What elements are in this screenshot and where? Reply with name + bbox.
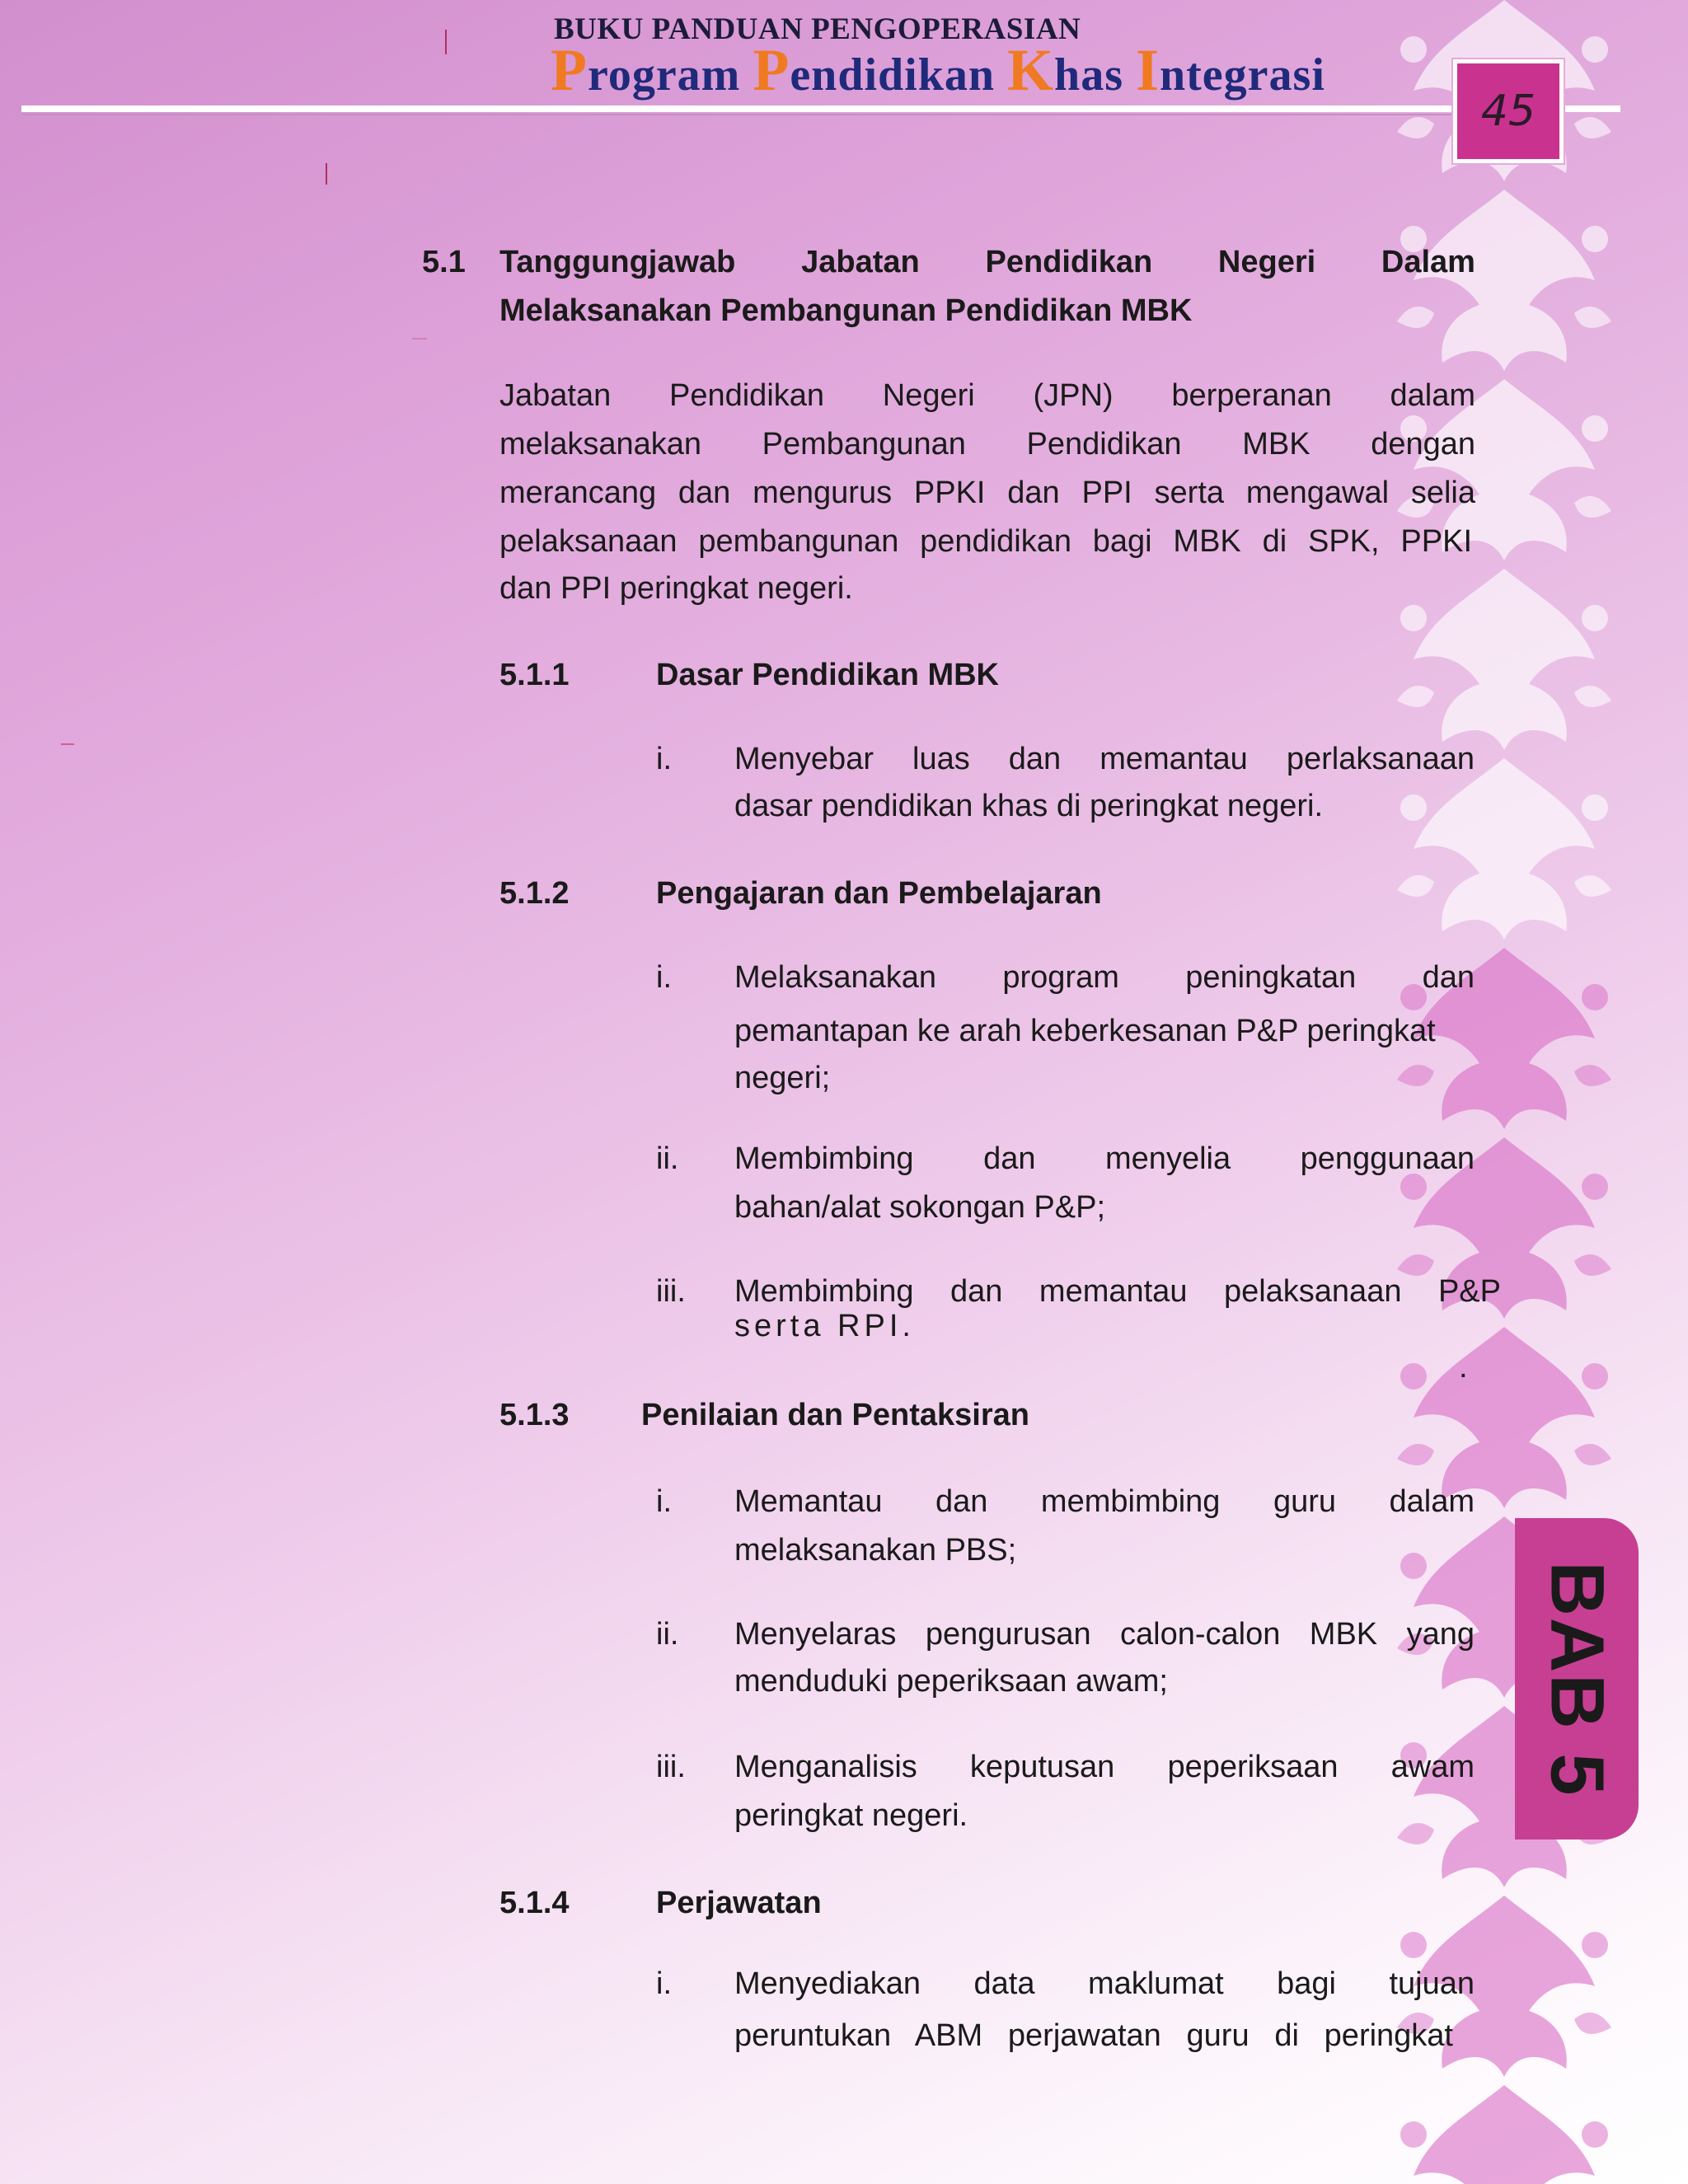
subsection-number: 5.1.3 <box>499 1398 570 1432</box>
list-marker: i. <box>656 1484 672 1519</box>
title-word: Pendidikan <box>753 37 996 103</box>
list-marker: i. <box>656 1966 672 2001</box>
chapter-tab <box>1515 1518 1639 1840</box>
header-rule <box>21 105 1620 112</box>
intro-line: pelaksanaan pembangunan pendidikan bagi MBK di SPK, PPKI <box>499 524 1472 559</box>
title-word: Program <box>551 37 741 103</box>
chapter-tab-label: BAB 5 <box>1535 1560 1620 1797</box>
section-title-line2: Melaksanakan Pembangunan Pendidikan MBK <box>499 293 1193 328</box>
page-number-badge <box>1453 59 1564 163</box>
list-marker: ii. <box>656 1141 679 1176</box>
intro-line: melaksanakan Pembangunan Pendidikan MBK dengan <box>499 427 1475 462</box>
floral-ornament <box>1364 0 1644 2184</box>
list-marker: i. <box>656 960 672 995</box>
subsection-number: 5.1.4 <box>499 1886 570 1920</box>
list-item-line: negeri; <box>734 1061 831 1095</box>
intro-line: dan PPI peringkat negeri. <box>499 571 853 606</box>
header-rule-thin <box>21 114 1505 115</box>
section-title-line1: Tanggungjawab Jabatan Pendidikan Negeri Dalam <box>499 245 1475 279</box>
list-item-line: peringkat negeri. <box>734 1798 968 1833</box>
section-number: 5.1 <box>422 245 466 279</box>
document-title <box>551 36 1325 105</box>
list-marker: iii. <box>656 1274 686 1309</box>
title-word: Integrasi <box>1135 37 1325 103</box>
page-number: 45 <box>1480 87 1536 136</box>
subsection-title: Penilaian dan Pentaksiran <box>641 1398 1029 1432</box>
list-marker: iii. <box>656 1750 686 1784</box>
list-item-line: Memantau dan membimbing guru dalam <box>734 1484 1475 1519</box>
list-item-line: serta RPI. <box>734 1309 915 1343</box>
list-item-line: Menganalisis keputusan peperiksaan awam <box>734 1750 1475 1784</box>
list-item-line: pemantapan ke arah keberkesanan P&P peringkat <box>734 1014 1436 1048</box>
crop-mark <box>61 743 74 745</box>
crop-mark <box>326 163 327 185</box>
list-item-line: melaksanakan PBS; <box>734 1533 1017 1568</box>
list-item-line: Menyebar luas dan memantau perlaksanaan <box>734 742 1475 776</box>
intro-line: merancang dan mengurus PPKI dan PPI serta mengawal selia <box>499 476 1475 510</box>
list-item-line: peruntukan ABM perjawatan guru di peringkat <box>734 2018 1453 2053</box>
list-item-line: Melaksanakan program peningkatan dan <box>734 960 1475 995</box>
crop-mark <box>412 338 427 340</box>
subsection-title: Pengajaran dan Pembelajaran <box>656 876 1102 911</box>
list-item-line: Membimbing dan menyelia penggunaan <box>734 1141 1475 1176</box>
crop-mark <box>445 30 447 54</box>
document-series: BUKU PANDUAN PENGOPERASIAN <box>554 12 1081 46</box>
list-item-line: menduduki peperiksaan awam; <box>734 1664 1168 1699</box>
title-word: Khas <box>1007 37 1123 103</box>
list-marker: i. <box>656 742 672 776</box>
list-item-line: Membimbing dan memantau pelaksanaan P&P <box>734 1274 1501 1309</box>
subsection-number: 5.1.2 <box>499 876 570 911</box>
intro-line: Jabatan Pendidikan Negeri (JPN) berperanan dalam <box>499 378 1475 413</box>
subsection-number: 5.1.1 <box>499 658 570 692</box>
subsection-title: Perjawatan <box>656 1886 822 1920</box>
list-item-line: Menyediakan data maklumat bagi tujuan <box>734 1966 1475 2001</box>
stray-dot: . <box>1459 1350 1468 1385</box>
list-item-line: dasar pendidikan khas di peringkat negeri. <box>734 789 1324 823</box>
list-marker: ii. <box>656 1617 679 1652</box>
list-item-line: bahan/alat sokongan P&P; <box>734 1190 1106 1225</box>
subsection-title: Dasar Pendidikan MBK <box>656 658 999 692</box>
list-item-line: Menyelaras pengurusan calon-calon MBK yang <box>734 1617 1475 1652</box>
